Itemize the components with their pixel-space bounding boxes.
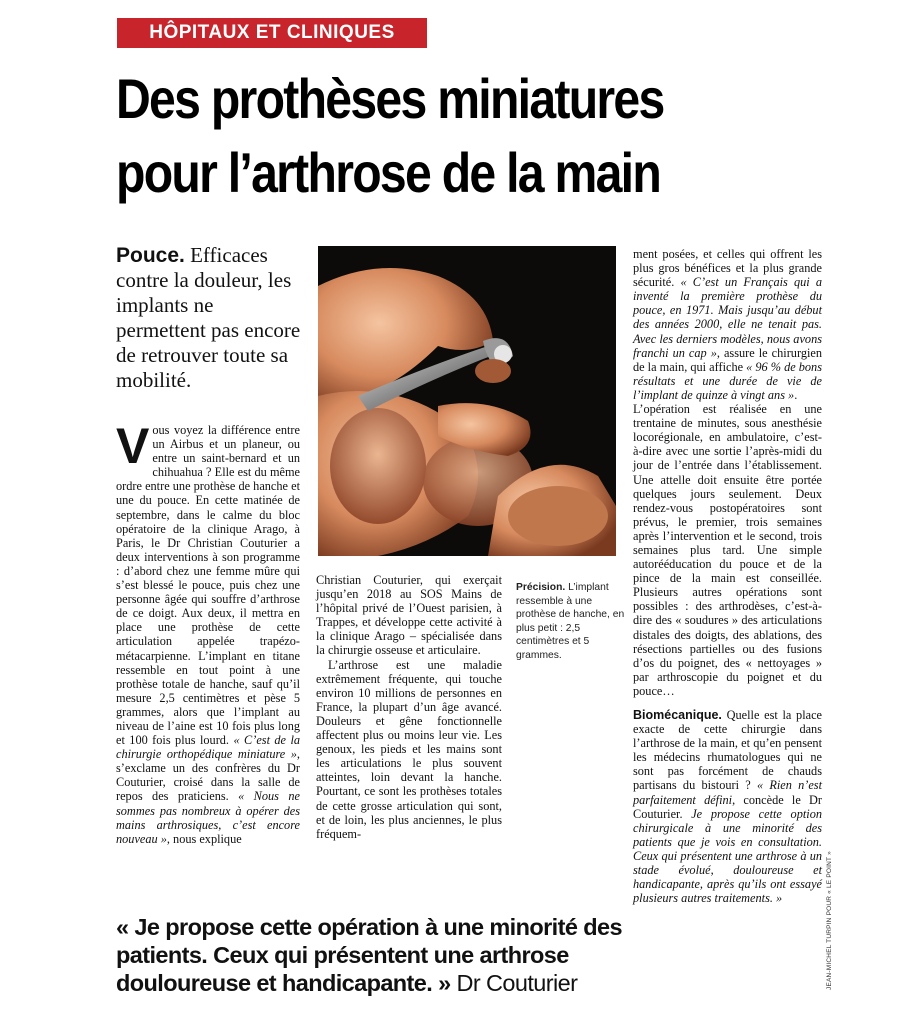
col1-text-3: , nous explique <box>166 831 242 846</box>
col3-quote-4: Je propose cette option chirurgicale à une minorité des patients que je vois en consultation. Ceux qui présentent une arthrose à un stade évolué, douloureuse et handicapante, après qu’ils ont essayé plusieurs autres traitements. » <box>633 806 822 906</box>
lede-keyword: Pouce. <box>116 244 185 267</box>
col2-paragraph-2: L’arthrose est une maladie extrêmement fréquente, qui touche environ 10 millions de personnes en France, la plupart d’un âge avancé. Douleurs et gêne fonctionnelle affectent plus ou moins leur vie. Les genoux, les pieds et les mains sont les articulations le plus souvent atteintes, loin devant la hanche. Pourtant, ce sont les prothèses totales de cette grosse articulation qui sont, et de loin, les plus anciennes, le plus fréquem- <box>316 657 502 841</box>
col1-paragraph: ous voyez la différence entre un Airbus et un planeur, ou entre un saint-bernard et un chihuahua ? Elle est du même ordre entre une prothèse de hanche et une du pouce. En cette matinée de septembre, dans le calme du bloc opératoire de la clinique Arago, à Paris, le Dr Christian Couturier a deux interventions à son programme : d’abord chez une femme mûre qui s’est blessé le pouce, puis chez une personne âgée qui souffre d’arthrose de ce doigt. Aux deux, il mettra en place une prothèse de cette articulation appelée trapézo-métacarpienne. L’implant en titane ressemble en tout point à une prothèse totale de hanche, sauf qu’il mesure 2,5 centimètres et pèse 5 grammes, alors que l’implant au niveau de l’aine est 10 fois plus long et 100 fois plus lourd. <box>116 423 300 748</box>
col2-paragraph-1: Christian Couturier, qui exerçait jusqu’en 2018 au SOS Mains de l’hôpital privé de l’Ouest parisien, à Trappes, et développe cette activité à la clinique Arago – spécialisée dans la chirurgie osseuse et articulaire. <box>316 573 502 658</box>
col3-subhead: Biomécanique. <box>633 708 722 722</box>
pull-quote-attribution: Dr Couturier <box>456 970 578 996</box>
headline-line-1: Des prothèses miniatures <box>116 67 664 130</box>
col3-paragraph-2: L’opération est réalisée en une trentaine de minutes, sous anesthésie locorégionale, en ambulatoire, c’est-à-dire avec une sortie l’après-midi du jour de l’entrée dans l’établissement. Une attelle doit ensuite être portée quelques jours seulement. Deux rendez-vous postopératoires sont prévus, le premier, trois semaines après l’intervention et le second, trois semaines plus tard. Une simple autorééducation du pouce et de la pince de la main est conseillée. Plusieurs autres opérations sont possibles : des arthrodèses, c’est-à-dire des « soudures » des articulations distales des doigts, des ablations, des résections partielles ou des fusions d’os du poignet, des « nettoyages » par arthroscopie du poignet et du pouce… <box>633 402 822 698</box>
surgeon-hand-implant-image <box>318 246 616 556</box>
article-photo <box>318 246 616 556</box>
caption-text: L’implant ressemble à une prothèse de hanche, en plus petit : 2,5 centimètres et 5 grammes. <box>516 582 625 661</box>
body-column-1 <box>116 418 301 846</box>
pull-quote <box>116 913 626 997</box>
headline-line-2: pour l’arthrose de la main <box>116 141 661 204</box>
col1-quote-1: « C’est de la chirurgie orthopédique miniature » <box>116 733 301 762</box>
col1-text-2: , s’exclame un des confrères du Dr Couturier, croisé dans la salle de repos des praticiens. <box>116 747 300 804</box>
photo-caption <box>516 581 626 663</box>
caption-keyword: Précision. <box>516 582 566 593</box>
body-column-3 <box>633 247 822 905</box>
pull-quote-text: « Je propose cette opération à une minorité des patients. Ceux qui présentent une arthrose douloureuse et handicapante. » <box>116 914 622 996</box>
col3-text-6: , concède le Dr Couturier. <box>633 792 822 821</box>
photo-credit <box>826 830 836 990</box>
lede <box>116 243 301 393</box>
lede-text: Efficaces contre la douleur, les implants ne permettent pas encore de retrouver toute sa mobilité. <box>116 243 301 392</box>
photo-credit-text: JEAN-MICHEL TURPIN POUR « LE POINT » <box>826 851 833 990</box>
drop-cap: V <box>116 418 150 474</box>
col3-text-1: ment posées, et celles qui offrent les plus gros bénéfices et la plus grande sécurité. <box>633 247 822 290</box>
body-column-2 <box>316 573 502 841</box>
col3-quote-2: « 96 % de bons résultats et une durée de vie de l’implant de quinze à vingt ans » <box>633 359 822 402</box>
col3-text-3: . <box>794 387 798 402</box>
col3-text-5: Quelle est la place exacte de cette chirurgie dans l’arthrose de la main, et qu’en pensent les médecins rhumatologues qui ne sont pas forcément de chauds partisans du bistouri ? <box>633 708 822 793</box>
col3-quote-1: « C’est un Français qui a inventé la première prothèse du pouce, en 1971. Mais jusqu’au début des années 2000, elle ne tenait pas. Avec les derniers modèles, nous avons franchi un cap » <box>633 275 822 360</box>
section-kicker: HÔPITAUX ET CLINIQUES <box>117 18 427 48</box>
col1-quote-2: « Nous ne sommes pas nombreux à opérer des mains arthrosiques, c’est encore nouveau » <box>116 789 300 846</box>
col3-text-2: , assure le chirurgien de la main, qui affiche <box>633 345 822 374</box>
col3-quote-3: « Rien n’est parfaitement défini <box>633 778 822 807</box>
